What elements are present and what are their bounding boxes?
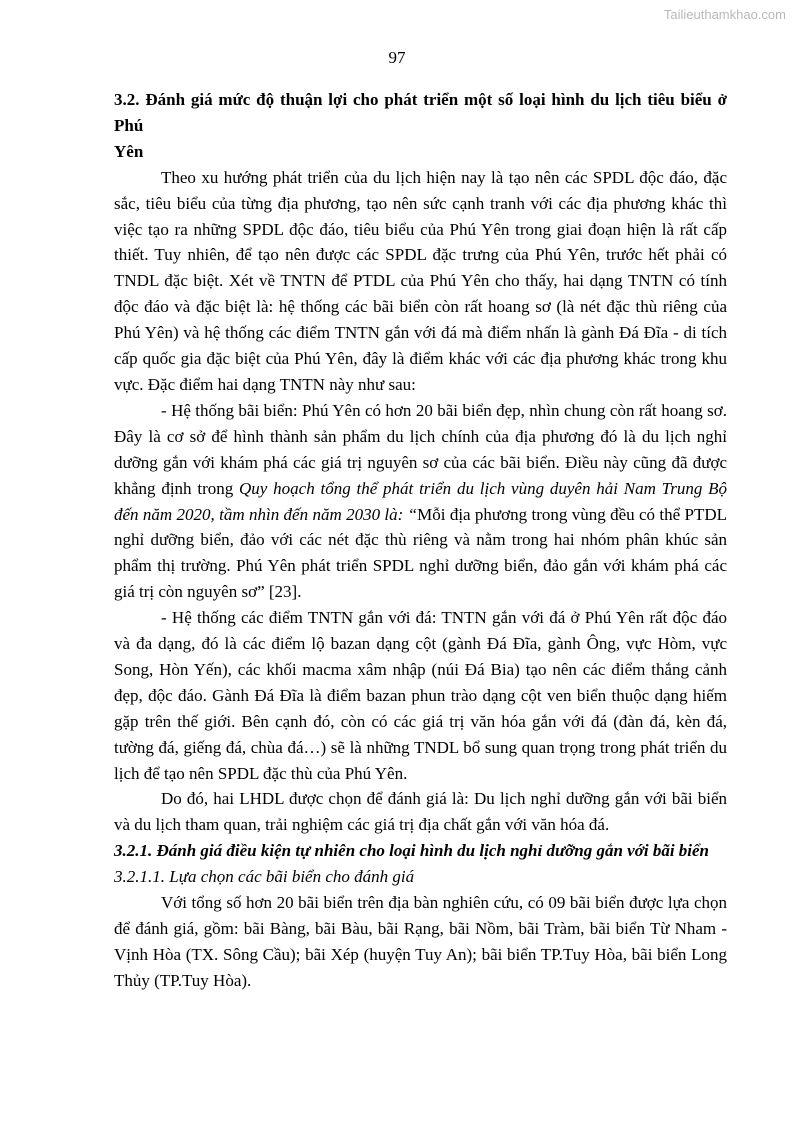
subsubsection-title: 3.2.1.1. Lựa chọn các bãi biển cho đánh giá — [114, 867, 415, 887]
paragraph-rocks: - Hệ thống các điểm TNTN gắn với đá: TNTN gắn với đá ở Phú Yên rất độc đáo và đa dạng, đó là các điểm lộ bazan dạng cột (gành Đá Đĩa, gành Ông, vực Hòm, vực Song, Hòn Yến), các khối macma xâm nhập (núi Đá Bia) tạo nên các điểm thắng cảnh đẹp, độc đáo. Gành Đá Đĩa là điểm bazan phun trào dạng cột ven biển thuộc dạng hiếm gặp trên thế giới. Bên cạnh đó, còn có các giá trị văn hóa gắn với đá (đàn đá, kèn đá, tường đá, giếng đá, chùa đá…) sẽ là những TNDL bổ sung quan trọng trong phát triển du lịch để tạo nên SPDL đặc thù của Phú Yên. — [114, 608, 727, 783]
paragraph-beaches — [114, 398, 727, 605]
page-content — [114, 87, 727, 994]
paragraph-beaches-start: - Hệ thống bãi biển: Phú Yên có hơn 20 bãi biển đẹp, nhìn chung còn rất hoang sơ. Đây là cơ sở để hình thành sản phẩm du lịch chính của địa phương đó là du lịch nghỉ dưỡng gắn với khám phá các giá trị nguyên sơ của các bãi biển. Điều này cũng đã được khẳng định trong — [114, 400, 727, 498]
paragraph-conclusion: Do đó, hai LHDL được chọn để đánh giá là: Du lịch nghỉ dưỡng gắn với bãi biển và du lịch tham quan, trải nghiệm các giá trị địa chất gắn với văn hóa đá. — [114, 789, 727, 835]
planning-document-title: Quy hoạch tổng thể phát triển du lịch vùng duyên hải Nam Trung Bộ đến năm 2020, tầm nhìn đến năm 2030 là: “ — [114, 478, 727, 524]
paragraph-beaches-quote: Mỗi địa phương trong vùng đều có thể PTDL nghỉ dưỡng biển, đảo với các nét đặc thù riêng và nằm trong hai nhóm phân khúc sản phẩm thị trường. Phú Yên phát triển SPDL nghỉ dưỡng biển, đảo gắn với khám phá các giá trị còn nguyên sơ” [23]. — [114, 504, 727, 602]
paragraph-intro: Theo xu hướng phát triển của du lịch hiện nay là tạo nên các SPDL độc đáo, đặc sắc, tiêu biểu của từng địa phương, tạo nên sức cạnh tranh với các địa phương khác thì việc tạo ra những SPDL độc đáo, tiêu biểu của Phú Yên trong giai đoạn hiện là rất cấp thiết. Tuy nhiên, để tạo nên được các SPDL đặc trưng của Phú Yên, trước hết phải có TNDL đặc biệt. Xét về TNTN để PTDL của Phú Yên cho thấy, hai dạng TNTN có tính độc đáo và đặc biệt là: hệ thống các bãi biển còn rất hoang sơ (là nét đặc thù riêng của Phú Yên) và hệ thống các điểm TNTN gắn với đá mà điểm nhấn là gành Đá Đĩa - di tích cấp quốc gia đặc biệt của Phú Yên, đây là điểm khác với các địa phương khác trong khu vực. Đặc điểm hai dạng TNTN này như sau: — [114, 167, 727, 394]
paragraph-beach-selection: Với tổng số hơn 20 bãi biển trên địa bàn nghiên cứu, có 09 bãi biển được lựa chọn để đánh giá, gồm: bãi Bàng, bãi Bàu, bãi Rạng, bãi Nồm, bãi Tràm, bãi biển Từ Nham - Vịnh Hòa (TX. Sông Cầu); bãi Xép (huyện Tuy An); bãi biển TP.Tuy Hòa, bãi biển Long Thủy (TP.Tuy Hòa). — [114, 893, 727, 990]
subsection-title: 3.2.1. Đánh giá điều kiện tự nhiên cho loại hình du lịch nghỉ dưỡng gắn với bãi biển — [114, 841, 710, 861]
page-number: 97 — [388, 48, 406, 67]
section-title-line2: Yên — [114, 141, 144, 161]
watermark: Tailieuthamkhao.com — [663, 7, 786, 22]
section-title-line1: 3.2. Đánh giá mức độ thuận lợi cho phát triển một số loại hình du lịch tiêu biểu ở Phú — [114, 90, 727, 135]
